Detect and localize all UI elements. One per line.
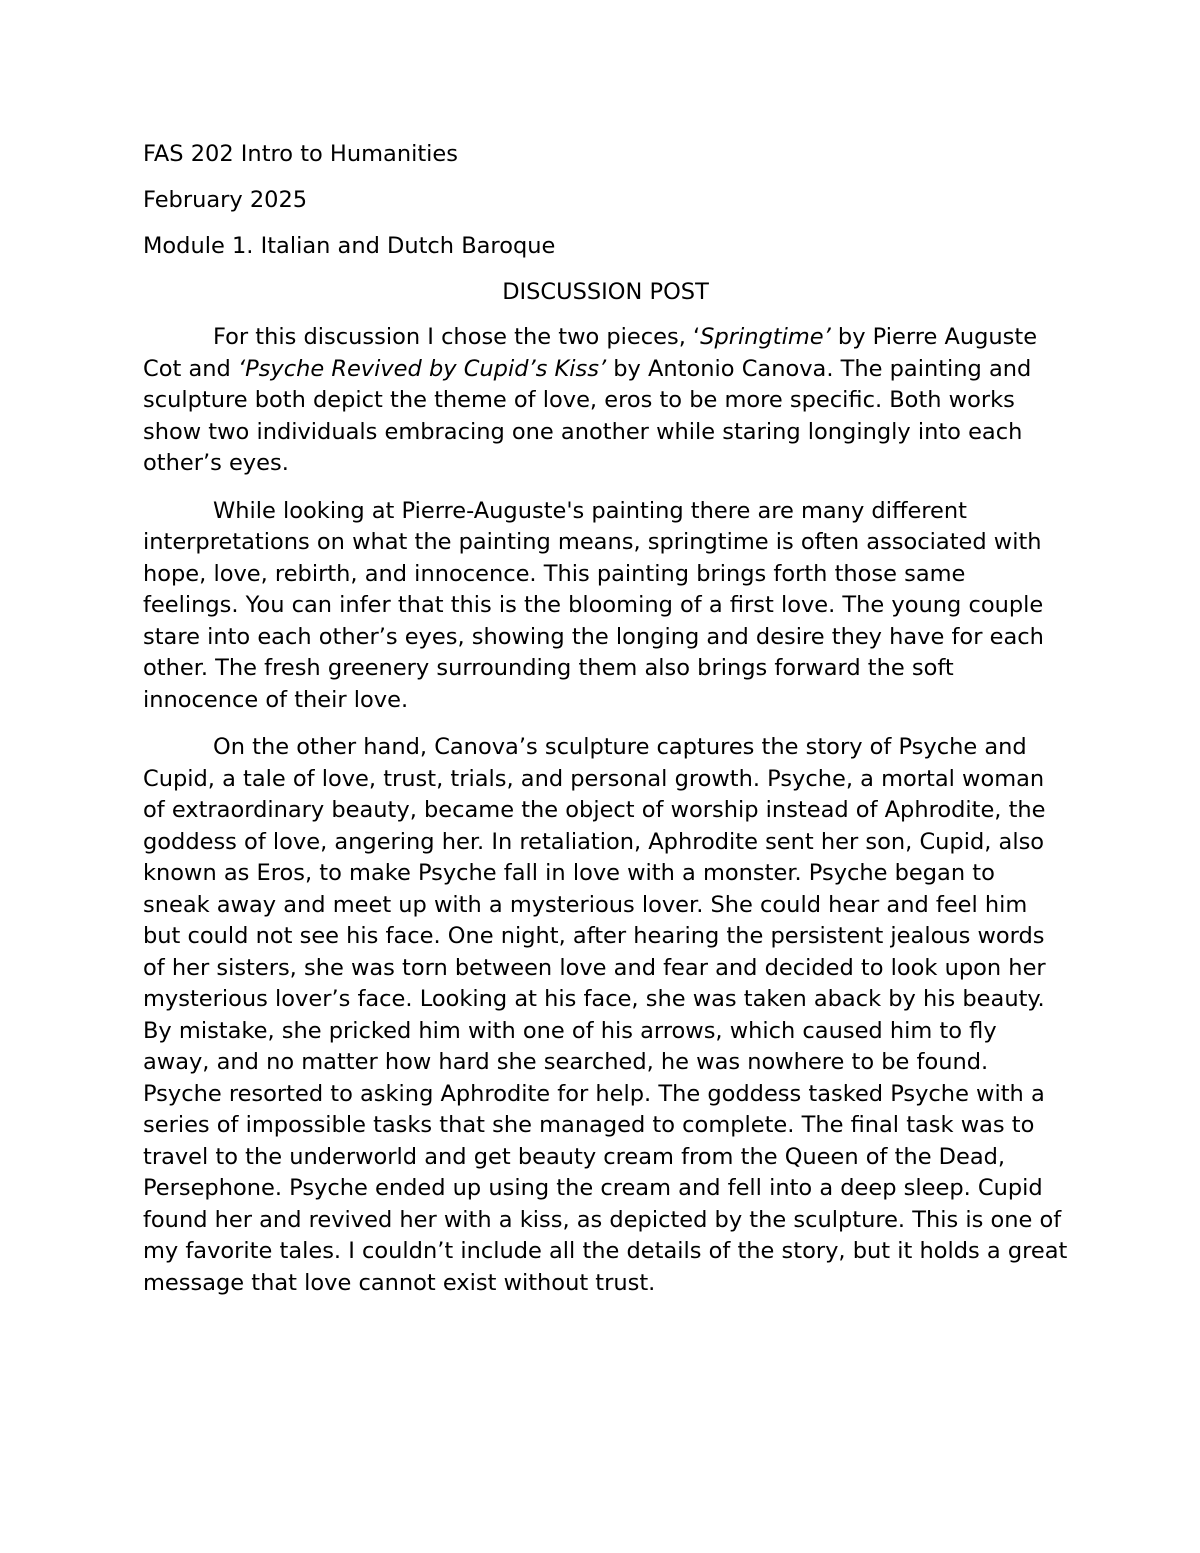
paragraph-1-text-b: by Pierre Auguste Cot and [143,324,1038,382]
paragraph-1 [143,322,1068,480]
module-line: Module 1. Italian and Dutch Baroque [143,233,556,259]
document-body [143,138,1068,1315]
date-line: February 2025 [143,187,308,213]
paragraph-2: While looking at Pierre-Auguste's painting there are many different interpretations on what the painting means, springtime is often associated with hope, love, rebirth, and innocence. This painting brings forth those same feelings. You can infer that this is the blooming of a first love. The young couple stare into each other’s eyes, showing the longing and desire they have for each other. The fresh greenery surrounding them also brings forward the soft innocence of their love. [143,497,1044,713]
artwork-title-springtime: Springtime’ [700,324,831,350]
paragraph-1-text-a: For this discussion I chose the two pieces, ‘ [213,324,701,350]
course-line: FAS 202 Intro to Humanities [143,141,458,167]
document-title: DISCUSSION POST [502,279,709,305]
paragraph-3: On the other hand, Canova’s sculpture captures the story of Psyche and Cupid, a tale of love, trust, trials, and personal growth. Psyche, a mortal woman of extraordinary beauty, became the object of worship instead of Aphrodite, the goddess of love, angering her. In retaliation, Aphrodite sent her son, Cupid, also known as Eros, to make Psyche fall in love with a monster. Psyche began to sneak away and meet up with a mysterious lover. She could hear and feel him but could not see his face. One night, after hearing the persistent jealous words of her sisters, she was torn between love and fear and decided to look upon her mysterious lover’s face. Looking at his face, she was taken aback by his beauty. By mistake, she pricked him with one of his arrows, which caused him to fly away, and no matter how hard she searched, he was nowhere to be found. Psyche resorted to asking Aphrodite for help. The goddess tasked Psyche with a series of impossible tasks that she managed to complete. The final task was to travel to the underworld and get beauty cream from the Queen of the Dead, Persephone. Psyche ended up using the cream and fell into a deep sleep. Cupid found her and revived her with a kiss, as depicted by the sculpture. This is one of my favorite tales. I couldn’t include all the details of the story, but it holds a great message that love cannot exist without trust. [143,734,1068,1296]
paragraph-1-text-c: by Antonio Canova. The painting and sculpture both depict the theme of love, eros to be more specific. Both works show two individuals embracing one another while staring longingly into each other’s eyes. [143,355,1032,476]
artwork-title-psyche: ‘Psyche Revived by Cupid’s Kiss’ [237,355,607,382]
